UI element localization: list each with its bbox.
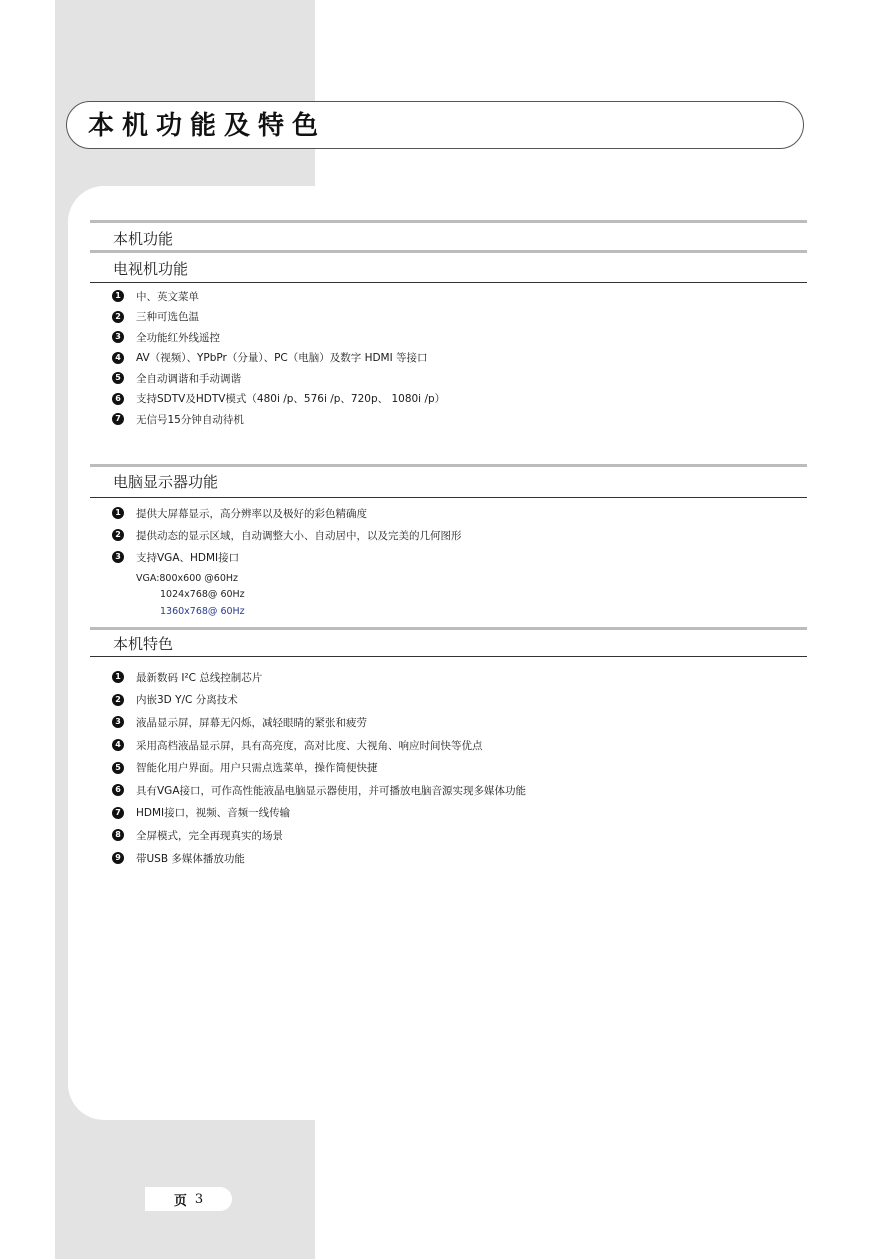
number-badge: 9	[112, 852, 124, 864]
tv-feature-list	[112, 286, 445, 430]
list-item-text: 支持SDTV及HDTV模式（480i /p、576i /p、720p、 1080i /p）	[136, 393, 446, 406]
list-item-text: 三种可选色温	[136, 311, 199, 324]
section-underline	[90, 656, 807, 657]
list-item-text: 全屏模式，完全再现真实的场景	[136, 829, 283, 842]
list-item-text: 最新数码 I²C 总线控制芯片	[136, 671, 263, 684]
list-item-text: HDMI接口，视频、音频一线传输	[136, 807, 291, 820]
monitor-feature-list	[112, 502, 462, 568]
page-number-badge	[145, 1187, 232, 1211]
list-item	[112, 524, 462, 546]
product-feature-list	[112, 666, 526, 869]
list-item-text: 采用高档液晶显示屏，具有高亮度，高对比度、大视角、响应时间快等优点	[136, 739, 483, 752]
page-label: 页	[173, 1193, 187, 1209]
list-item-text: 具有VGA接口，可作高性能液晶电脑显示器使用，并可播放电脑音源实现多媒体功能	[136, 784, 527, 797]
list-item	[112, 847, 526, 870]
page-number: 3	[194, 1191, 204, 1207]
list-item	[112, 824, 526, 847]
number-badge: 5	[112, 372, 124, 384]
list-item	[112, 756, 526, 779]
list-item-text: 无信号15分钟自动待机	[136, 413, 244, 426]
number-badge: 4	[112, 739, 124, 751]
number-badge: 2	[112, 311, 124, 323]
list-item	[112, 711, 526, 734]
section-heading-features: 本机特色	[113, 635, 174, 653]
number-badge: 6	[112, 393, 124, 405]
list-item-text: 带USB 多媒体播放功能	[136, 852, 245, 865]
list-item	[112, 409, 445, 430]
list-item	[112, 368, 445, 389]
number-badge: 3	[112, 331, 124, 343]
list-item-text: 提供大屏幕显示，高分辨率以及极好的彩色精确度	[136, 507, 367, 520]
number-badge: 2	[112, 694, 124, 706]
list-item	[112, 779, 526, 802]
list-item-text: 中、英文菜单	[136, 290, 199, 303]
list-item	[112, 327, 445, 348]
vga-resolution-3: 1360x768@ 60Hz	[160, 606, 245, 617]
number-badge: 1	[112, 290, 124, 302]
list-item-text: 内嵌3D Y/C 分离技术	[136, 694, 238, 707]
number-badge: 7	[112, 807, 124, 819]
number-badge: 8	[112, 829, 124, 841]
list-item	[112, 502, 462, 524]
section-underline	[90, 497, 807, 498]
number-badge: 6	[112, 784, 124, 796]
number-badge: 1	[112, 507, 124, 519]
list-item-text: 液晶显示屏，屏幕无闪烁，减轻眼睛的紧张和疲劳	[136, 716, 367, 729]
list-item	[112, 689, 526, 712]
section-heading-main: 本机功能	[113, 230, 174, 248]
list-item	[112, 389, 445, 410]
number-badge: 1	[112, 671, 124, 683]
list-item	[112, 286, 445, 307]
list-item	[112, 348, 445, 369]
section-rule	[90, 464, 807, 467]
list-item	[112, 666, 526, 689]
section-heading-tv: 电视机功能	[113, 260, 189, 278]
vga-resolution-1: VGA:800x600 @60Hz	[136, 573, 239, 584]
list-item-text: 全功能红外线遥控	[136, 331, 220, 344]
number-badge: 2	[112, 529, 124, 541]
number-badge: 5	[112, 762, 124, 774]
vga-resolution-2: 1024x768@ 60Hz	[160, 589, 245, 600]
number-badge: 4	[112, 352, 124, 364]
section-rule	[90, 250, 807, 253]
list-item	[112, 802, 526, 825]
list-item-text: 智能化用户界面。用户只需点选菜单，操作简便快捷	[136, 762, 378, 775]
number-badge: 3	[112, 716, 124, 728]
list-item	[112, 307, 445, 328]
section-underline	[90, 282, 807, 283]
list-item-text: 提供动态的显示区域，自动调整大小、自动居中，以及完美的几何图形	[136, 529, 462, 542]
section-rule	[90, 220, 807, 223]
section-heading-monitor: 电脑显示器功能	[113, 473, 219, 491]
list-item	[112, 734, 526, 757]
number-badge: 7	[112, 413, 124, 425]
list-item-text: AV（视频）、YPbPr（分量）、PC（电脑）及数字 HDMI 等接口	[136, 352, 428, 365]
section-rule	[90, 627, 807, 630]
number-badge: 3	[112, 551, 124, 563]
list-item-text: 全自动调谐和手动调谐	[136, 372, 241, 385]
list-item	[112, 546, 462, 568]
list-item-text: 支持VGA、HDMI接口	[136, 551, 240, 564]
page-title: 本机功能及特色	[88, 111, 327, 141]
